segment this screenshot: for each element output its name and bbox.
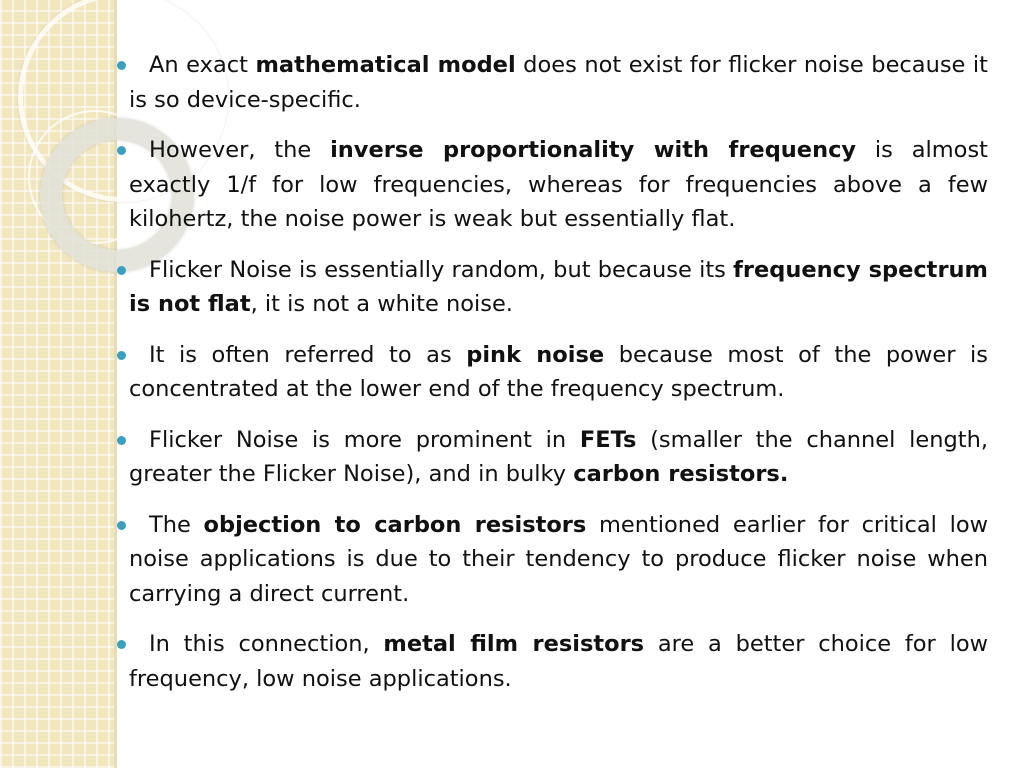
decorative-side-panel: [0, 0, 117, 768]
bullet-item: [118, 253, 988, 322]
bullet-item: [118, 338, 988, 407]
bullet-dot-icon: [117, 640, 126, 649]
bullet-item: [118, 48, 988, 117]
bullet-list: [118, 48, 988, 712]
bullet-item: [118, 508, 988, 612]
bullet-dot-icon: [117, 351, 126, 360]
bullet-dot-icon: [117, 61, 126, 70]
bullet-text: In this connection, metal film resistors are a better choice for low frequency, low noise applications.: [129, 631, 988, 692]
bullet-dot-icon: [117, 266, 126, 275]
bullet-item: [118, 133, 988, 237]
bullet-item: [118, 627, 988, 696]
bullet-dot-icon: [117, 146, 126, 155]
bullet-text: It is often referred to as pink noise because most of the power is concentrated at the lower end of the frequency spectrum.: [129, 341, 988, 402]
bullet-dot-icon: [117, 436, 126, 445]
bullet-text: However, the inverse proportionality with frequency is almost exactly 1/f for low frequencies, whereas for frequencies above a few kilohertz, the noise power is weak but essentially flat.: [129, 137, 988, 232]
bullet-item: [118, 423, 988, 492]
bullet-text: Flicker Noise is essentially random, but because its frequency spectrum is not flat, it is not a white noise.: [129, 256, 988, 317]
bullet-text: Flicker Noise is more prominent in FETs (smaller the channel length, greater the Flicker Noise), and in bulky carbon resistors.: [129, 426, 988, 487]
bullet-text: The objection to carbon resistors mentioned earlier for critical low noise applications is due to their tendency to produce flicker noise when carrying a direct current.: [129, 511, 988, 607]
bullet-dot-icon: [117, 521, 126, 530]
bullet-text: An exact mathematical model does not exist for flicker noise because it is so device-specific.: [129, 52, 988, 113]
